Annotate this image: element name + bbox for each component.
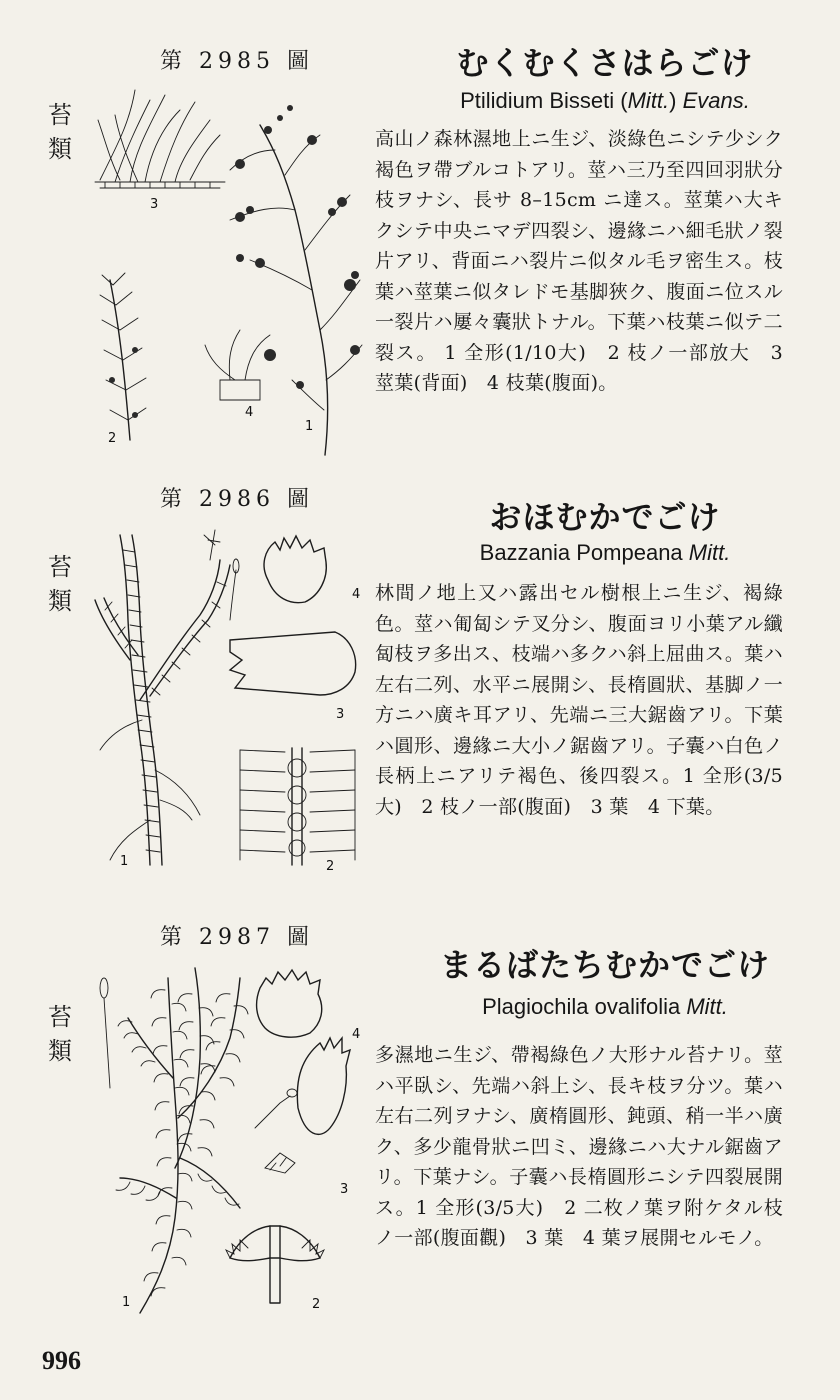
ptilidium-leaf-detail-drawing (205, 330, 276, 400)
species-scientific-name: Ptilidium Bisseti (Mitt.) Evans. (460, 88, 750, 113)
page-number: 996 (42, 1346, 81, 1375)
figure-number: 第 2986 圖 (160, 487, 314, 512)
bazzania-branch-ventral-drawing (240, 748, 355, 865)
part-label: 2 (108, 431, 117, 446)
category-label: 苔類 (48, 101, 72, 163)
species-scientific-name: Bazzania Pompeana Mitt. (479, 540, 731, 565)
plagiochila-whole-plant-drawing (100, 968, 297, 1313)
illustration-ptilidium (80, 80, 370, 460)
category-label: 苔類 (48, 1003, 72, 1065)
species-japanese-name: おほむかでごけ (489, 498, 721, 536)
part-label: 1 (120, 854, 129, 869)
ptilidium-whole-plant-drawing (230, 105, 362, 455)
part-label: 2 (312, 1297, 321, 1312)
category-label: 苔類 (48, 553, 72, 615)
bazzania-leaf-drawing (230, 632, 356, 695)
part-label: 4 (245, 405, 254, 420)
plagiochila-leaf-spread-drawing (257, 970, 322, 1037)
bazzania-underleaf-drawing (264, 536, 326, 603)
part-label: 1 (305, 419, 314, 434)
illustration-bazzania (80, 520, 370, 880)
figure-number: 第 2985 圖 (160, 49, 314, 74)
ptilidium-tuft-drawing (95, 90, 225, 188)
part-label: 4 (352, 587, 361, 602)
figure-number: 第 2987 圖 (160, 925, 314, 950)
species-japanese-name: むくむくさはらごけ (456, 44, 754, 82)
part-label: 1 (122, 1295, 131, 1310)
part-label: 3 (336, 707, 345, 722)
species-description: 多濕地ニ生ジ、帶褐綠色ノ大形ナル苔ナリ。莖ハ平臥シ、先端ハ斜上シ、長キ枝ヲ分ツ。葉ハ左右二列ヲナシ、廣楕圓形、鈍頭、稍一半ハ廣ク、多少龍骨狀ニ凹ミ、邊緣ニハ大ナル鋸齒アリ。下葉ナシ。子囊ハ長楕圓形ニシテ四裂展開ス。1 全形(3/5大) 2 二枚ノ葉ヲ附ケタル枝ノ一部(腹面觀) 3 葉 4 葉ヲ展開セルモノ。 (375, 1044, 783, 1249)
species-description: 高山ノ森林濕地上ニ生ジ、淡綠色ニシテ少シク褐色ヲ帶ブルコトアリ。莖ハ三乃至四回羽狀分枝ヲナシ、長サ 8–15cm ニ達ス。莖葉ハ大キクシテ中央ニマデ四裂シ、邊緣ニハ細毛狀ノ裂片アリ、背面ニハ裂片ニ似タル毛ヲ密生ス。枝葉ハ莖葉ニ似タレドモ基脚狹ク、腹面ニ位スル一裂片ハ屢々囊狀トナル。下葉ハ枝葉ニ似テ二裂ス。 1 全形(1/10大) 2 枝ノ一部放大 3 莖葉(背面) 4 枝葉(腹面)。 (375, 128, 783, 394)
bazzania-whole-plant-drawing (95, 530, 239, 865)
species-description: 林間ノ地上又ハ露出セル樹根上ニ生ジ、褐綠色。莖ハ匍匐シテ叉分シ、腹面ヨリ小葉アル纖匐枝ヲ多出ス、枝端ハ多クハ斜上屈曲ス。葉ハ左右二列、水平ニ展開シ、長楕圓狀、基脚ノ一方ニハ廣キ耳アリ、先端ニ三大鋸齒アリ。下葉ハ圓形、邊緣ニ大小ノ鋸齒アリ。子囊ハ白色ノ長柄上ニアリテ褐色、後四裂ス。1 全形(3/5大) 2 枝ノ一部(腹面) 3 葉 4 下葉。 (375, 582, 783, 818)
part-label: 2 (326, 859, 335, 874)
species-japanese-name: まるばたちむかでごけ (439, 946, 770, 984)
plagiochila-branch-drawing (226, 1226, 324, 1303)
part-label: 4 (352, 1027, 361, 1042)
species-scientific-name: Plagiochila ovalifolia Mitt. (482, 994, 728, 1019)
part-label: 3 (150, 197, 159, 212)
illustration-plagiochila (80, 958, 370, 1328)
ptilidium-branch-drawing (100, 273, 146, 440)
part-label: 3 (340, 1182, 349, 1197)
